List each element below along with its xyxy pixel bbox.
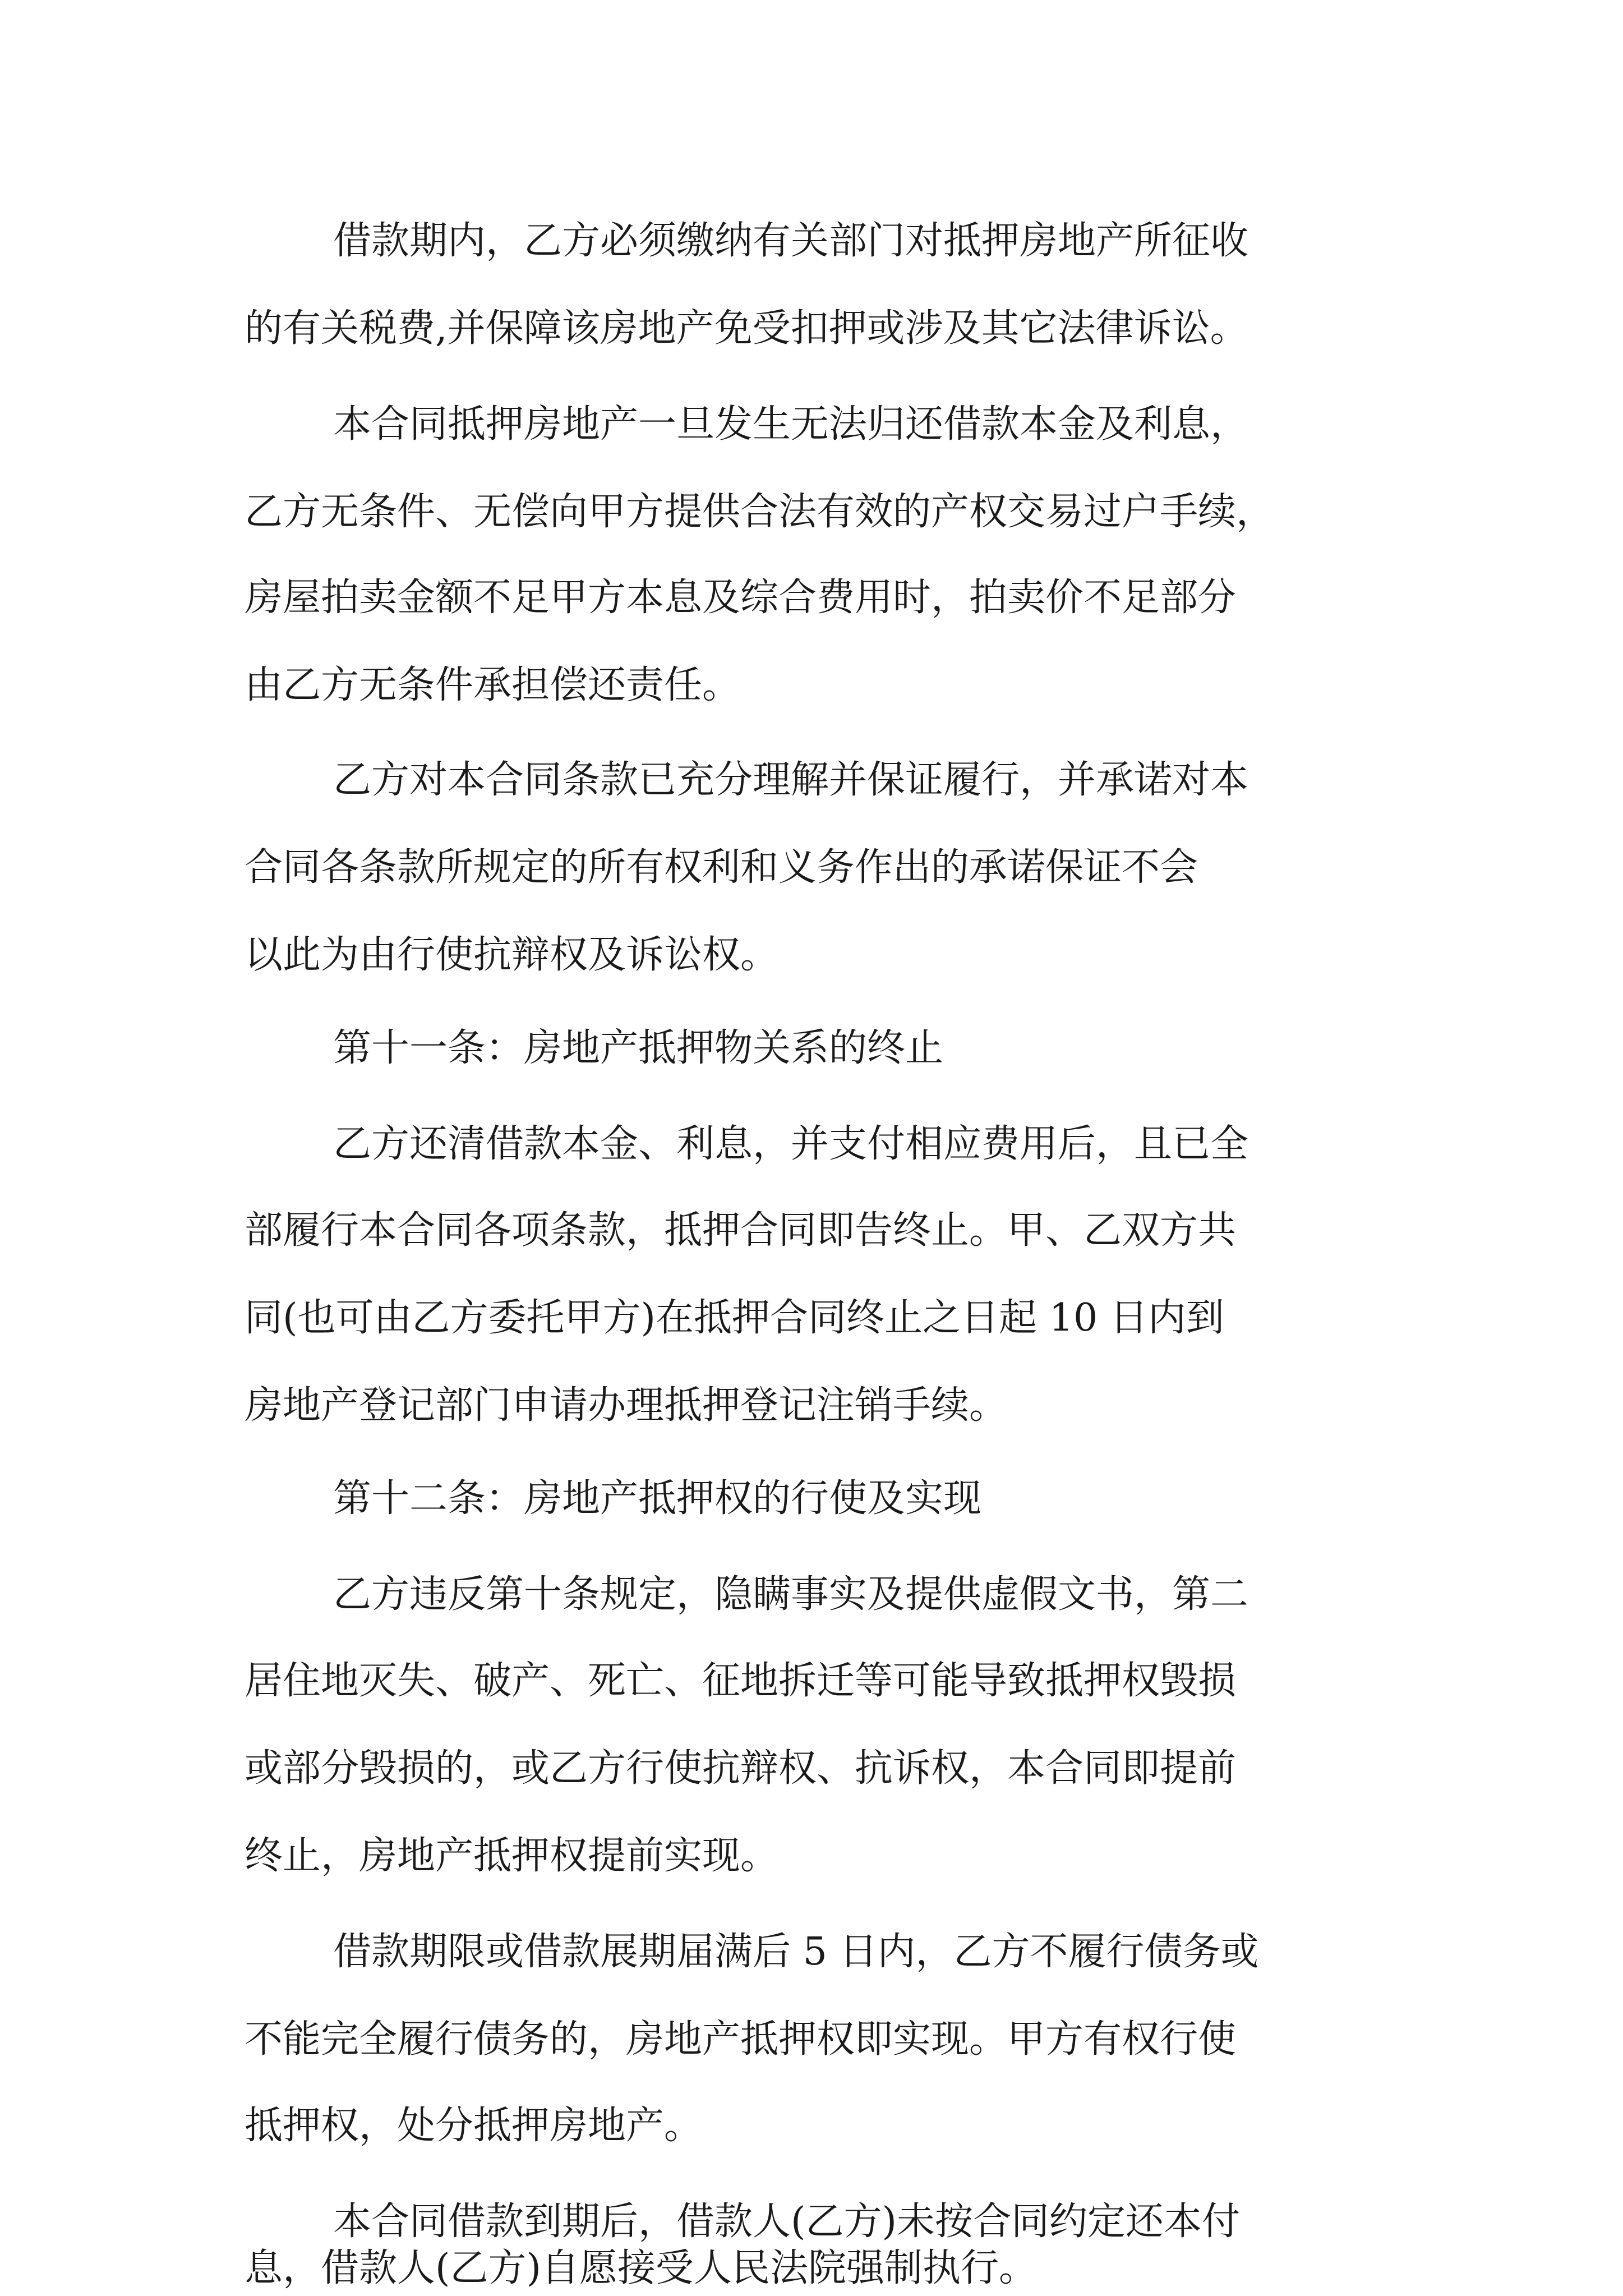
text-line: 或部分毁损的，或乙方行使抗辩权、抗诉权，本合同即提前: [245, 1746, 1237, 1791]
text-line: 同(也可由乙方委托甲方)在抵押合同终止之日起 10 日内到: [245, 1296, 1224, 1340]
section-heading: 第十一条：房地产抵押物关系的终止: [333, 1026, 944, 1070]
text-line: 的有关税费,并保障该房地产免受扣押或涉及其它法律诉讼。: [245, 306, 1248, 351]
text-line: 本合同借款到期后，借款人(乙方)未按合同约定还本付: [333, 2200, 1241, 2244]
text-line: 本合同抵押房地产一旦发生无法归还借款本金及利息，: [333, 402, 1249, 447]
text-line: 居住地灭失、破产、死亡、征地拆迁等可能导致抵押权毁损: [245, 1659, 1237, 1703]
text-line: 终止，房地产抵押权提前实现。: [245, 1834, 779, 1878]
text-line: 息，借款人(乙方)自愿接受人民法院强制执行。: [245, 2246, 1038, 2290]
text-line: 借款期内，乙方必须缴纳有关部门对抵押房地产所征收: [333, 219, 1249, 263]
text-line: 合同各条款所规定的所有权利和义务作出的承诺保证不会: [245, 845, 1198, 890]
text-line: 部履行本合同各项条款，抵押合同即告终止。甲、乙双方共: [245, 1208, 1237, 1253]
text-line: 由乙方无条件承担偿还责任。: [245, 663, 741, 707]
text-line: 乙方对本合同条款已充分理解并保证履行，并承诺对本: [333, 758, 1249, 802]
text-line: 房地产登记部门申请办理抵押登记注销手续。: [245, 1383, 1008, 1428]
text-line: 借款期限或借款展期届满后 5 日内，乙方不履行债务或: [333, 1930, 1259, 1974]
text-line: 房屋拍卖金额不足甲方本息及综合费用时，拍卖价不足部分: [245, 576, 1237, 620]
text-line: 乙方还清借款本金、利息，并支付相应费用后，且已全: [333, 1122, 1249, 1166]
text-line: 以此为由行使抗辩权及诉讼权。: [245, 933, 779, 977]
section-heading: 第十二条：房地产抵押权的行使及实现: [333, 1476, 982, 1521]
text-line: 乙方违反第十条规定，隐瞒事实及提供虚假文书，第二: [333, 1572, 1249, 1617]
text-line: 抵押权，处分抵押房地产。: [245, 2104, 703, 2148]
text-line: 不能完全履行债务的，房地产抵押权即实现。甲方有权行使: [245, 2017, 1237, 2062]
text-line: 乙方无条件、无偿向甲方提供合法有效的产权交易过户手续，: [245, 490, 1275, 534]
